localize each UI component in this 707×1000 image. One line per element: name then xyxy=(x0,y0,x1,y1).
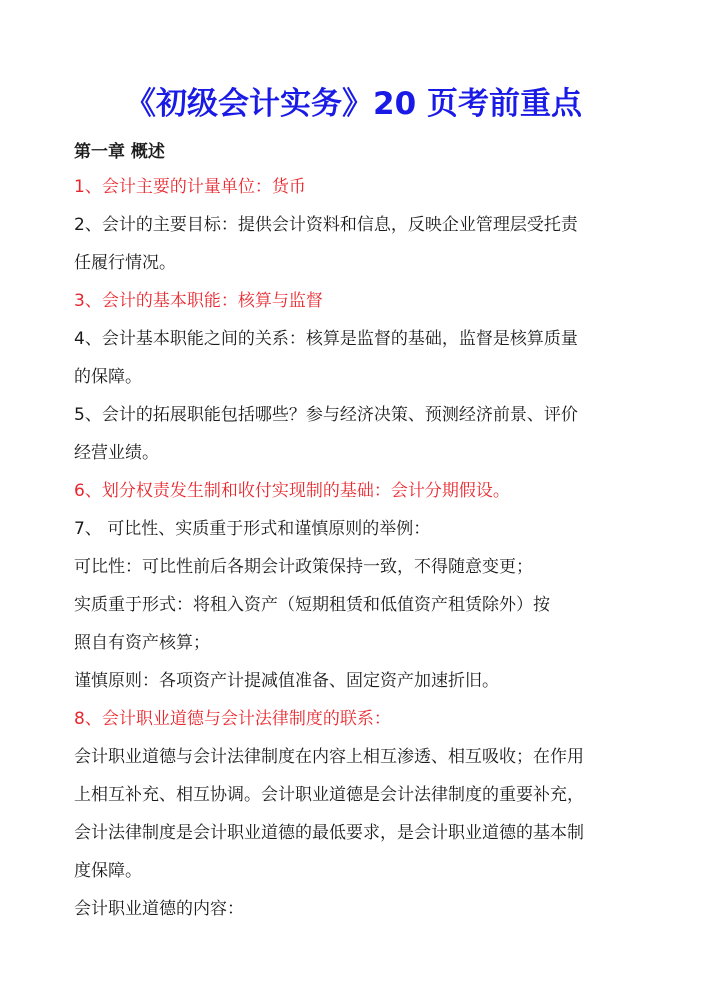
point-7-principles-examples: 7、 可比性、实质重于形式和谨慎原则的举例： xyxy=(74,519,431,539)
point-1-measurement-unit: 1、会计主要的计量单位：货币 xyxy=(74,177,306,197)
ethics-law-paragraph-line-2: 上相互补充、相互协调。会计职业道德是会计法律制度的重要补充， xyxy=(74,785,584,805)
prudence-example: 谨慎原则：各项资产计提减值准备、固定资产加速折旧。 xyxy=(74,671,499,691)
point-2-main-objective: 2、会计的主要目标：提供会计资料和信息，反映企业管理层受托责 xyxy=(74,215,578,235)
document-body xyxy=(74,136,594,928)
ethics-law-paragraph-line-3: 会计法律制度是会计职业道德的最低要求，是会计职业道德的基本制 xyxy=(74,823,584,843)
substance-over-form-continued: 照自有资产核算； xyxy=(74,633,210,653)
point-6-accounting-basis: 6、划分权责发生制和收付实现制的基础：会计分期假设。 xyxy=(74,481,510,501)
point-4-continued: 的保障。 xyxy=(74,367,142,387)
point-3-basic-functions: 3、会计的基本职能：核算与监督 xyxy=(74,291,323,311)
ethics-law-paragraph-line-4: 度保障。 xyxy=(74,861,142,881)
substance-over-form-example: 实质重于形式：将租入资产（短期租赁和低值资产租赁除外）按 xyxy=(74,595,550,615)
point-4-function-relationship: 4、会计基本职能之间的关系：核算是监督的基础，监督是核算质量 xyxy=(74,329,578,349)
point-2-continued: 任履行情况。 xyxy=(74,253,176,273)
chapter-heading: 第一章 概述 xyxy=(74,142,165,162)
point-5-continued: 经营业绩。 xyxy=(74,443,159,463)
ethics-law-paragraph-line-1: 会计职业道德与会计法律制度在内容上相互渗透、相互吸收；在作用 xyxy=(74,747,584,767)
comparability-example: 可比性：可比性前后各期会计政策保持一致，不得随意变更； xyxy=(74,557,533,577)
document-title: 《初级会计实务》20 页考前重点 xyxy=(125,86,582,122)
ethics-content-heading: 会计职业道德的内容： xyxy=(74,899,244,919)
point-5-extended-functions: 5、会计的拓展职能包括哪些？参与经济决策、预测经济前景、评价 xyxy=(74,405,578,425)
point-8-ethics-law-relationship: 8、会计职业道德与会计法律制度的联系： xyxy=(74,709,391,729)
